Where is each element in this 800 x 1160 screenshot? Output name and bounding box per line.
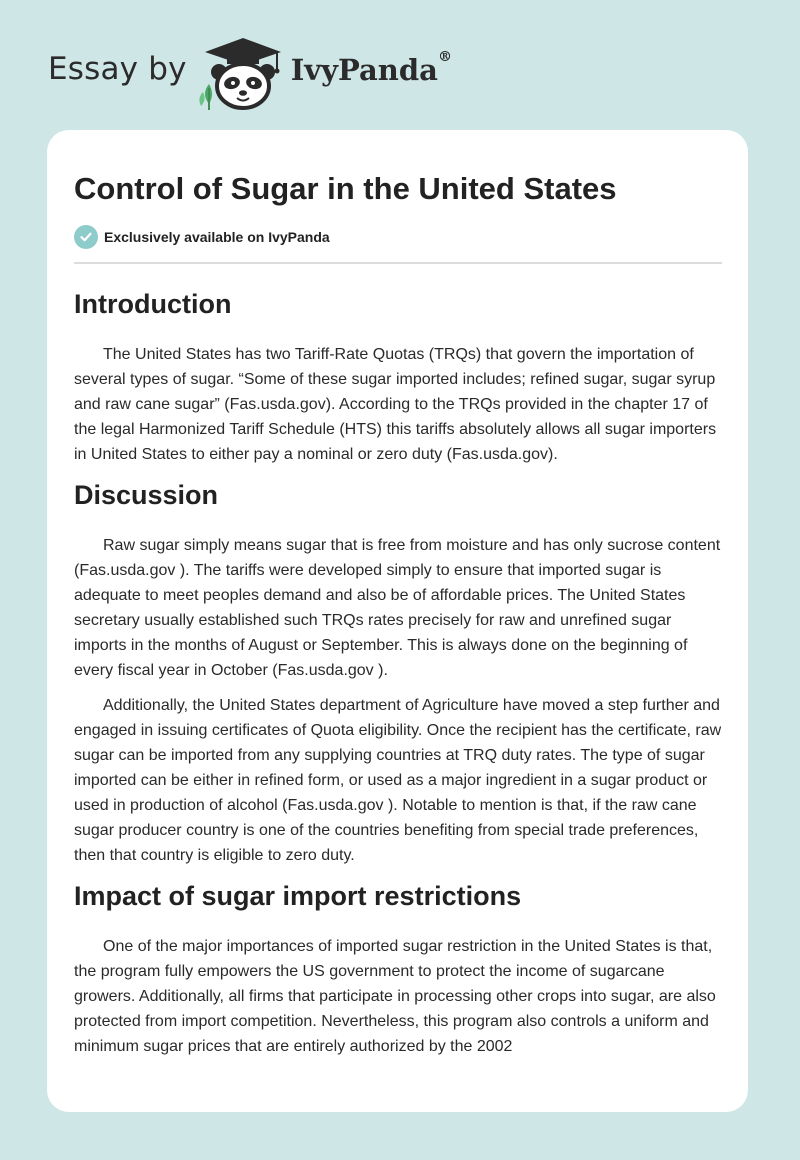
exclusive-badge	[74, 223, 722, 251]
paragraph: One of the major importances of imported sugar restriction in the United States is that, the program fully empowers the US government to protect the income of sugarcane growers. Additionally, all firms that participate in processing other crops into sugar, are also protected from import competition. Nevertheless, this program also controls a uniform and minimum sugar prices that are entirely authorized by the 2002	[74, 938, 716, 1055]
section-introduction	[74, 286, 722, 467]
paragraph: Additionally, the United States department of Agriculture have moved a step further and engaged in issuing certificates of Quota eligibility. Once the recipient has the certificate, raw sugar can be imported from any supplying countries at TRQ duty rates. The type of sugar imported can be either in refined form, or used as a major ingredient in a sugar product or used in production of alcohol (Fas.usda.gov ). Notable to mention is that, if the raw cane sugar producer country is one of the countries benefiting from special trade preferences, then that country is eligible to zero duty.	[74, 697, 722, 864]
paragraph: Raw sugar simply means sugar that is free from moisture and has only sucrose content (Fas.usda.gov ). The tariffs were developed simply to ensure that imported sugar is adequate to meet peoples demand and also be of affordable prices. The United States secretary usually established such TRQs rates precisely for raw and unrefined sugar imports in the months of August or September. This is always done on the beginning of every fiscal year in October (Fas.usda.gov ).	[74, 537, 721, 679]
check-circle-icon	[74, 225, 98, 249]
article-title: Control of Sugar in the United States	[74, 171, 617, 206]
section-heading: Impact of sugar import restrictions	[74, 881, 522, 911]
site-header	[48, 32, 452, 112]
section-impact	[74, 878, 722, 1059]
section-heading: Discussion	[74, 480, 219, 510]
brand-name[interactable]: IvyPanda®	[290, 49, 452, 87]
exclusive-label: Exclusively available on IvyPanda	[104, 229, 330, 245]
section-discussion	[74, 477, 722, 868]
paragraph: The United States has two Tariff-Rate Quotas (TRQs) that govern the importation of several types of sugar. “Some of these sugar imported includes; refined sugar, sugar syrup and raw cane sugar” (Fas.usda.gov). According to the TRQs provided in the chapter 17 of the legal Harmonized Tariff Schedule (HTS) this tariffs absolutely allows all sugar importers in United States to either pay a nominal or zero duty (Fas.usda.gov).	[74, 346, 717, 463]
panda-graduate-icon[interactable]	[197, 32, 289, 112]
section-heading: Introduction	[74, 289, 232, 319]
article-card	[47, 130, 748, 1112]
registered-mark: ®	[437, 49, 452, 65]
brand-prefix: Essay by	[48, 51, 187, 87]
divider	[74, 262, 722, 264]
